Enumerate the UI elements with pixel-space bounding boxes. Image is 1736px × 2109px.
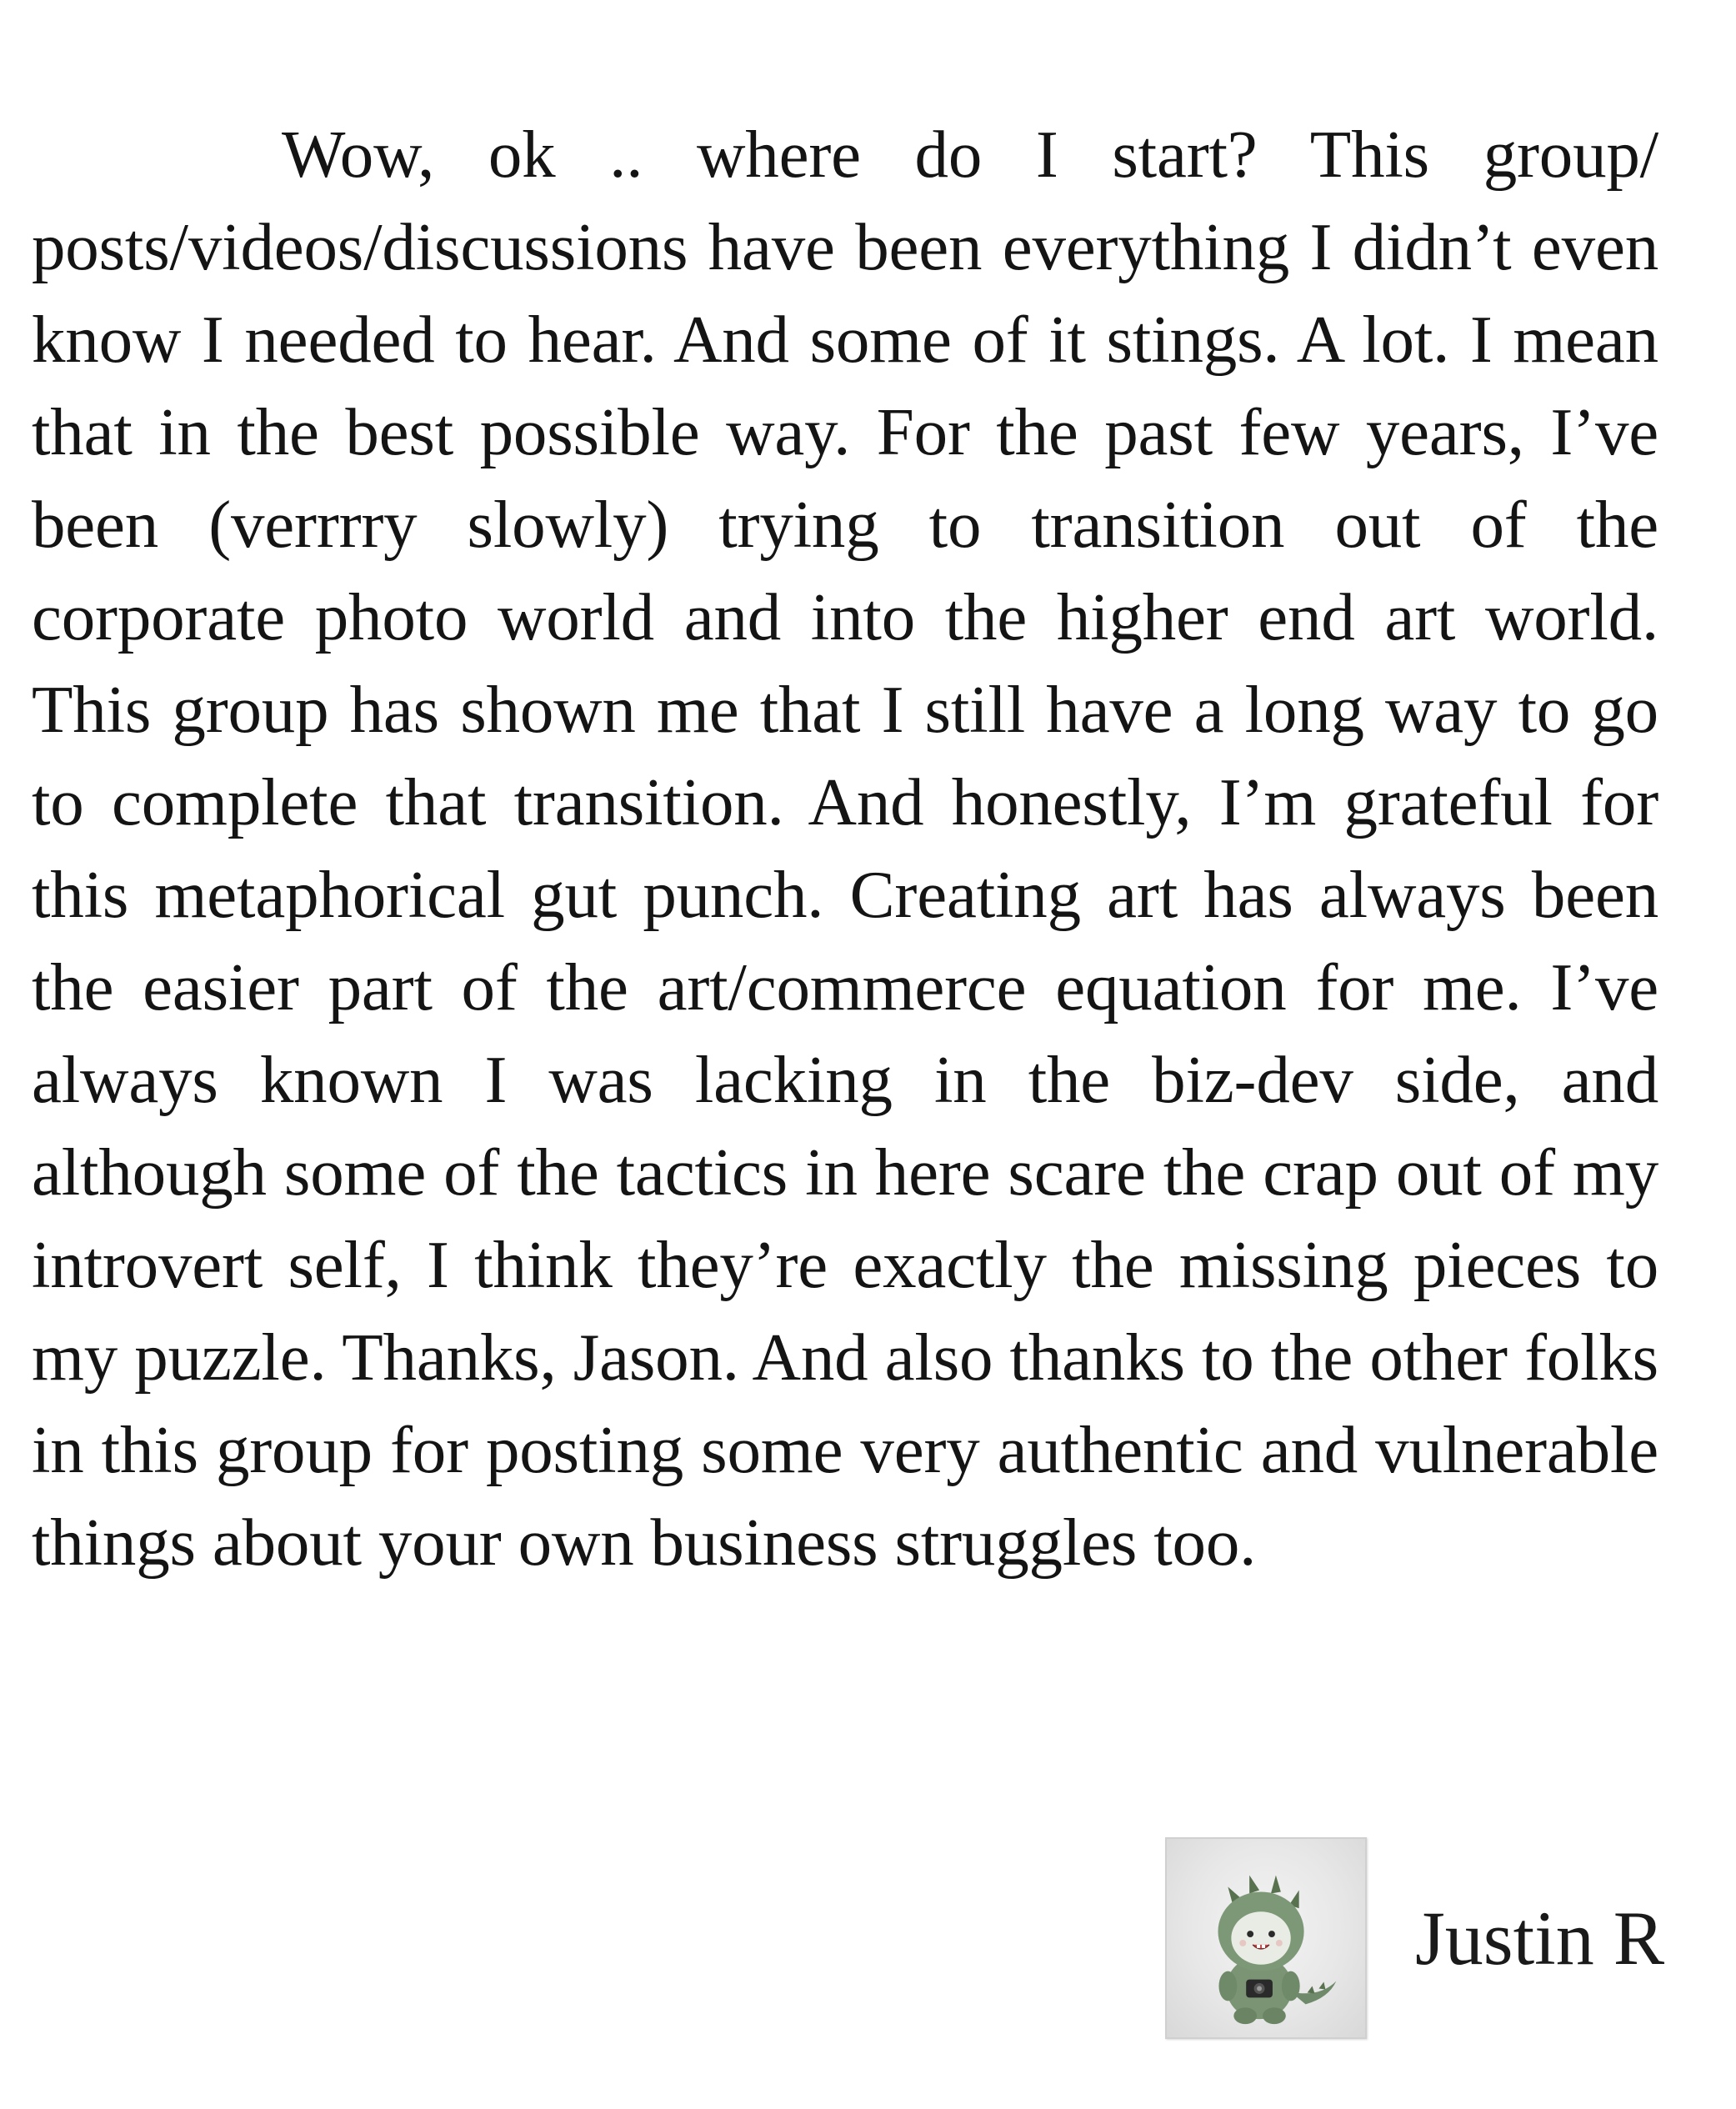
author-name: Justin R <box>1415 1896 1665 1981</box>
testimonial <box>32 108 1665 2109</box>
testimonial-text: Wow, ok .. where do I start? This group/ posts/videos/discussions have been everything I didn’t even know I needed to hear. And some of it stings. A lot. I mean that in the best possible way. For the past few years, I’ve been (verrrry slowly) trying to transition out of the corporate photo world and into the higher end art world. This group has shown me that I still have a long way to go to complete that transition. And honestly, I’m grateful for this metaphorical gut punch. Creating art has always been the easier part of the art/commerce equation for me. I’ve always known I was lacking in the biz-dev side, and although some of the tactics in here scare the crap out of my introvert self, I think they’re exactly the missing pieces to my puzzle. Thanks, Jason. And also thanks to the other folks in this group for posting some very authentic and vulnerable things about your own business struggles too. <box>32 117 1658 1580</box>
testimonial-author <box>1165 1836 1664 2041</box>
dinosaur-costume-mascot-icon <box>1167 1839 1365 2037</box>
author-avatar <box>1165 1837 1367 2039</box>
